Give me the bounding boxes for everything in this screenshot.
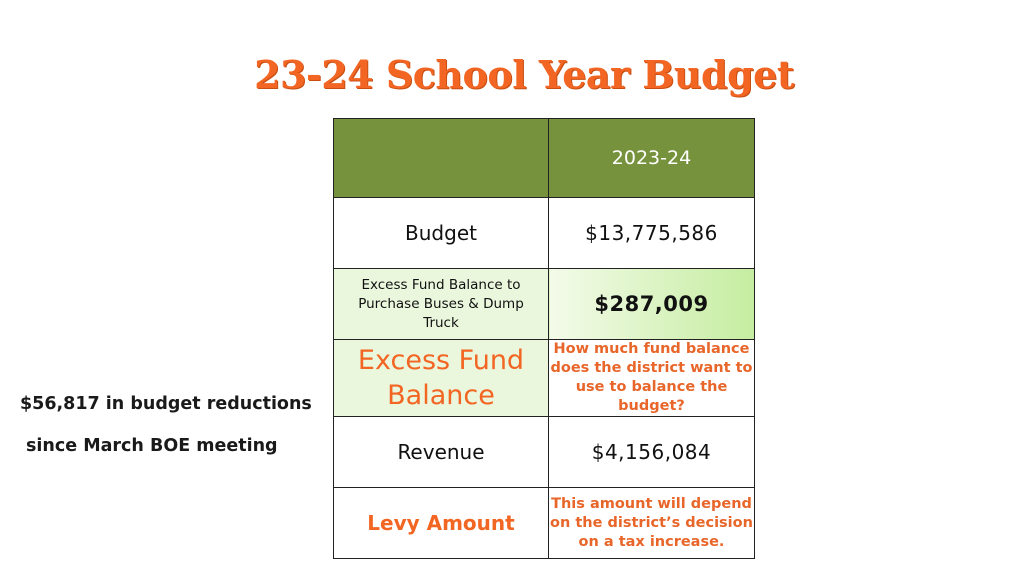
buses-label — [334, 269, 549, 340]
table-row-levy — [334, 488, 755, 559]
table-row-budget — [334, 198, 755, 269]
buses-value: $287,009 — [549, 269, 755, 340]
levy-note — [549, 488, 755, 559]
budget-label: Budget — [334, 198, 549, 269]
levy-note-line3: on a tax increase. — [578, 533, 725, 550]
since-meeting-note: since March BOE meeting — [26, 436, 278, 456]
buses-label-line2: Purchase Buses & Dump — [358, 295, 524, 312]
levy-label: Levy Amount — [334, 488, 549, 559]
header-empty-cell — [334, 119, 549, 198]
buses-label-line1: Excess Fund Balance to — [361, 276, 521, 293]
revenue-value: $4,156,084 — [549, 417, 755, 488]
revenue-label: Revenue — [334, 417, 549, 488]
page-title: 23-24 School Year Budget — [254, 52, 794, 97]
levy-note-line2: on the district’s decision — [550, 514, 753, 531]
budget-reductions-note: $56,817 in budget reductions — [20, 394, 312, 414]
excess-fund-question-line1: How much fund balance — [553, 341, 750, 357]
buses-label-line3: Truck — [423, 314, 459, 331]
budget-value: $13,775,586 — [549, 198, 755, 269]
budget-table — [333, 118, 755, 559]
excess-fund-question-line2: does the district want to — [550, 360, 753, 376]
table-row-excess-fund — [334, 340, 755, 417]
excess-fund-question-line3: use to balance the budget? — [575, 379, 728, 414]
table-header-row — [334, 119, 755, 198]
excess-fund-label-line2: Balance — [387, 380, 495, 411]
levy-note-line1: This amount will depend — [551, 495, 752, 512]
excess-fund-label — [334, 340, 549, 417]
excess-fund-question — [549, 340, 755, 417]
header-year: 2023-24 — [549, 119, 755, 198]
excess-fund-label-line1: Excess Fund — [357, 345, 525, 376]
table-row-revenue — [334, 417, 755, 488]
table-row-buses — [334, 269, 755, 340]
